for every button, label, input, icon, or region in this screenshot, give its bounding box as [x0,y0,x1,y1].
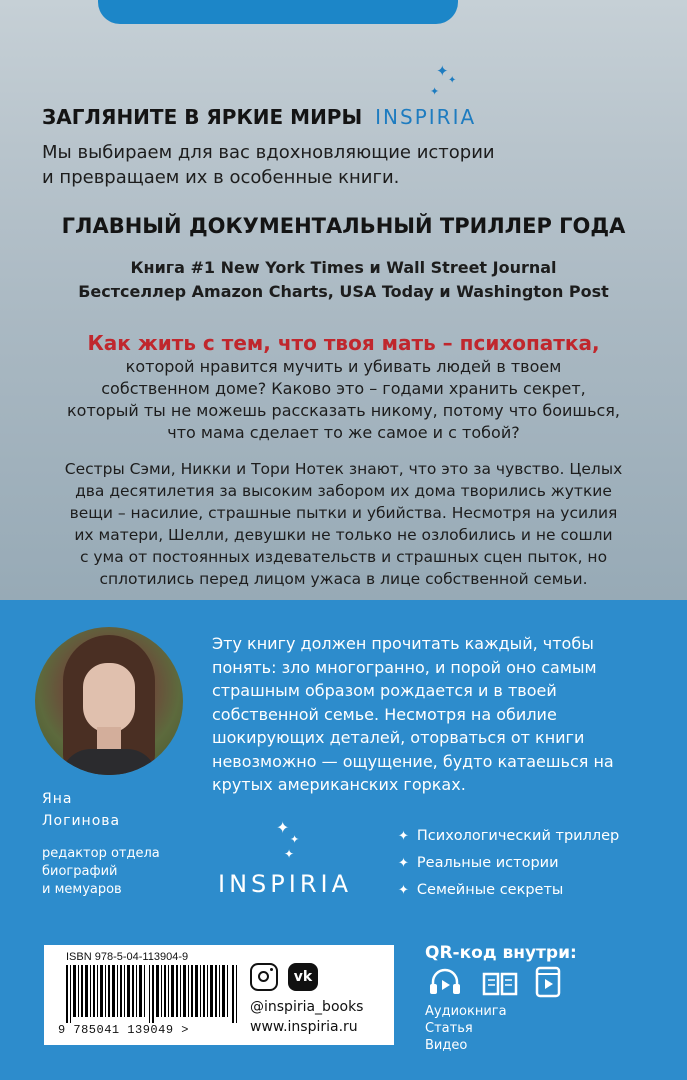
description-line: Сестры Сэми, Никки и Тори Нотек знают, что это за чувство. Целых [64,460,623,478]
blurb-line: которой нравится мучить и убивать людей в твоем [125,357,562,376]
inspiria-logo: INSPIRIA [218,870,352,898]
barcode-panel [44,945,394,1045]
video-icon [535,966,561,998]
qr-item: Видео [425,1038,468,1053]
features-list [398,823,619,904]
description-line: вещи – насилие, страшные пытки и убийства. Несмотря на усилия [69,504,618,522]
audio-icon [425,968,465,998]
review-line: понять: зло многогранно, и порой оно самым [212,657,597,677]
barcode-number: 9 785041 139049 > [58,1023,189,1037]
reviewer-role-line: биографий [42,864,118,879]
promo-line: Книга #1 New York Times и Wall Street Journal [130,258,557,277]
qr-item: Аудиокнига [425,1004,507,1019]
promo-headline: ГЛАВНЫЙ ДОКУМЕНТАЛЬНЫЙ ТРИЛЛЕР ГОДА [61,214,626,238]
feature-item: ✦ Реальные истории [398,855,559,871]
blurb-line: собственном доме? Каково это – годами хранить секрет, [101,379,586,398]
review-line: Эту книгу должен прочитать каждый, чтобы [212,634,594,653]
header-title-prefix: ЗАГЛЯНИТЕ В ЯРКИЕ МИРЫ [42,105,363,129]
qr-title: QR-код внутри: [425,943,577,963]
reviewer-name [42,788,120,832]
blurb-hook: Как жить с тем, что твоя мать – психопатка, [87,331,600,355]
sparkle-icon: ✦ [448,75,457,86]
intro-line: и превращаем их в особенные книги. [42,167,400,188]
header-title [42,105,476,129]
description-line: с ума от постоянных издевательств и страшных сцен пыток, но [79,548,608,566]
header-brand: INSPIRIA [375,105,477,129]
sparkle-icon: ✦ [284,847,295,861]
book-icon [480,968,520,998]
reviewer-last-name: Логинова [42,813,121,829]
qr-item: Статья [425,1021,473,1036]
reviewer-role-line: редактор отдела [42,846,160,861]
intro-text [42,140,495,190]
sparkle-icon: ✦ [430,85,440,98]
top-tab [98,0,458,24]
blurb-line: что мама сделает то же самое и с тобой? [167,423,520,442]
qr-items [425,1003,507,1054]
barcode-image [66,965,242,1023]
review-line: страшным образом рождается и в твоей [212,681,557,700]
sparkle-icon: ✦ [398,829,409,844]
blurb-text [0,356,687,444]
reviewer-role-line: и мемуаров [42,882,122,897]
review-line: шокирующих деталей, оторваться от книги [212,728,585,747]
reviewer-role [42,845,160,899]
promo-lines [0,256,687,304]
sparkle-icon: ✦ [436,62,449,80]
isbn-text: ISBN 978-5-04-113904-9 [66,951,189,963]
website-link[interactable]: www.inspiria.ru [250,1019,358,1035]
intro-line: Мы выбираем для вас вдохновляющие истории [42,142,495,163]
reviewer-first-name: Яна [42,791,73,807]
review-line: невозможно — ощущение, будто катаешься на [212,751,614,771]
vk-icon[interactable]: vk [288,963,318,991]
review-line: крутых американских горках. [212,775,466,794]
sparkle-icon: ✦ [290,833,300,846]
description-text [0,458,687,590]
description-line: два десятилетия за высоким забором их дома творились жуткие [75,482,612,500]
review-text [212,632,614,797]
promo-line: Бестселлер Amazon Charts, USA Today и Washington Post [78,282,609,301]
description-line: их матери, Шелли, девушки не только не озлобились и не сошли [74,526,613,544]
social-handle[interactable]: @inspiria_books [250,999,364,1015]
sparkle-icon: ✦ [398,883,409,898]
feature-item: ✦ Семейные секреты [398,882,564,898]
sparkle-icon: ✦ [276,818,290,837]
reviewer-avatar [35,627,183,775]
sparkle-icon: ✦ [398,856,409,871]
description-line: сплотились перед лицом ужаса в лице собственной семьи. [99,570,588,588]
instagram-icon[interactable] [250,963,278,991]
blurb-line: который ты не можешь рассказать никому, потому что боишься, [67,401,620,420]
feature-item: ✦ Психологический триллер [398,828,620,844]
review-line: собственной семье. Несмотря на обилие [212,704,557,724]
